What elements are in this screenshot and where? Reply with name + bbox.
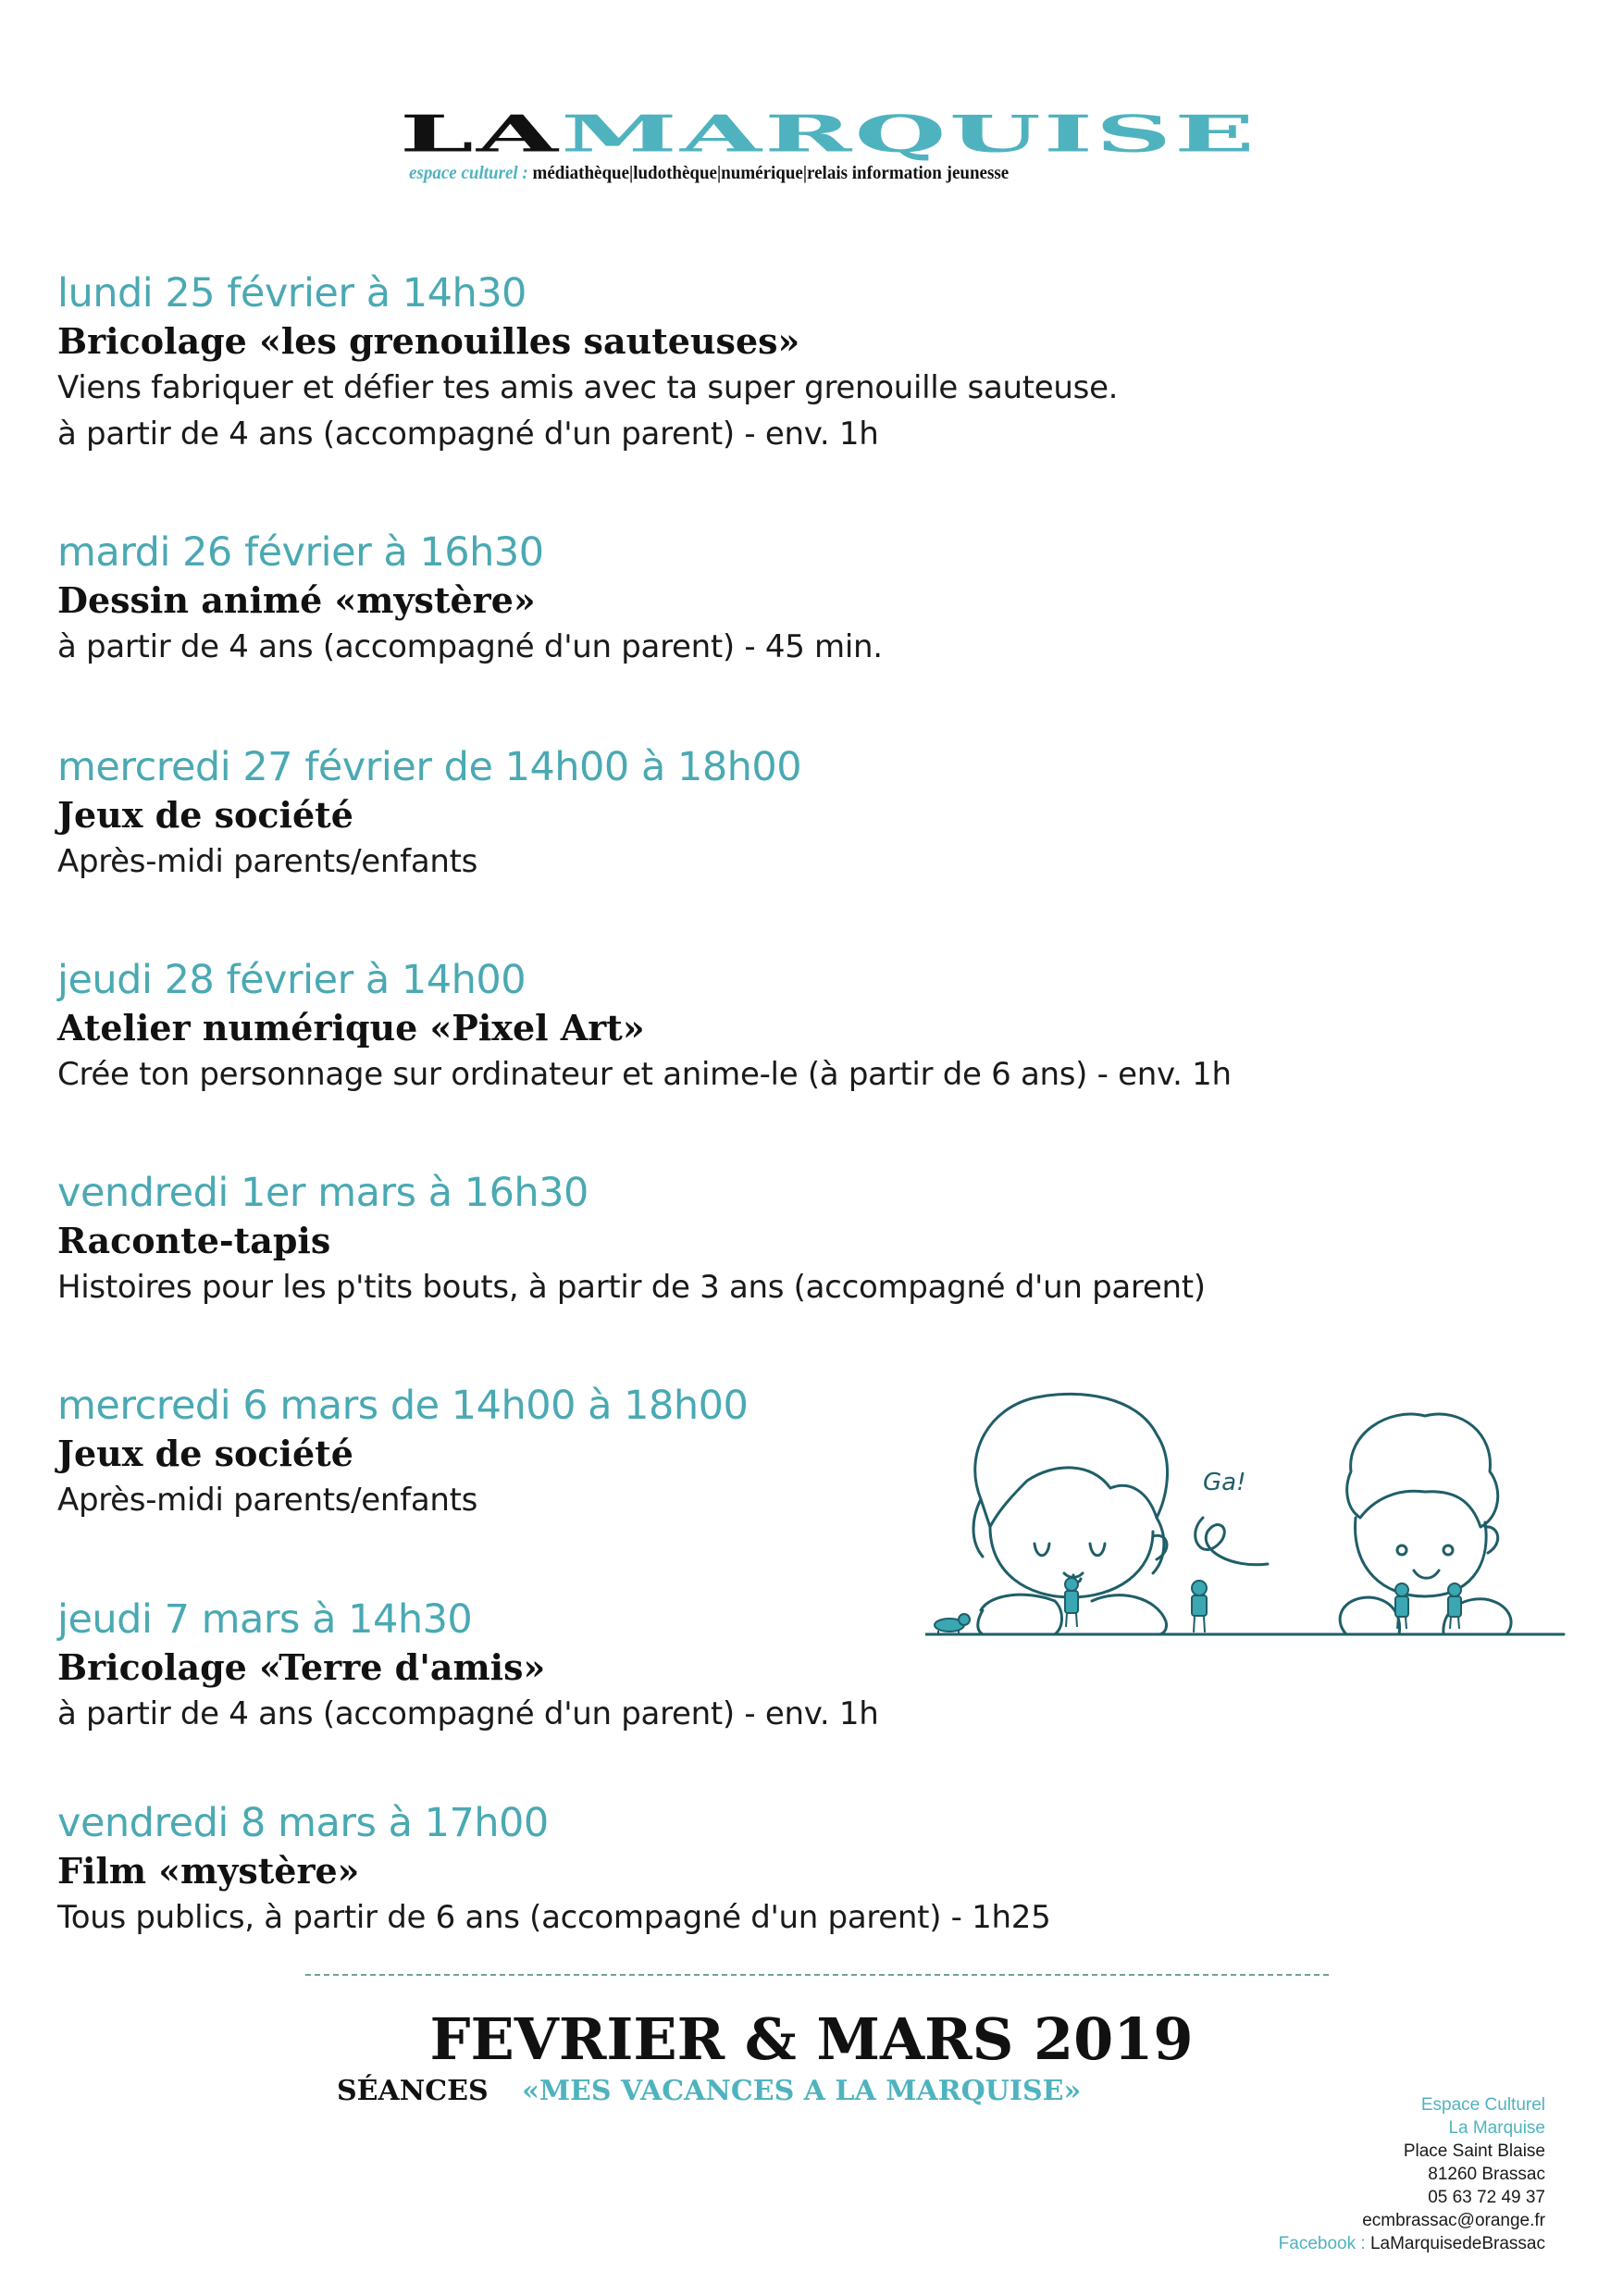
facebook-label: Facebook : xyxy=(1278,2234,1366,2253)
event-date: jeudi 28 février à 14h00 xyxy=(57,957,527,1003)
event-date: lundi 25 février à 14h30 xyxy=(57,270,527,316)
children-illustration xyxy=(925,1379,1573,1647)
facebook-value[interactable]: LaMarquisedeBrassac xyxy=(1369,2234,1545,2253)
address-block xyxy=(1279,2093,1545,2255)
footer-title: FEVRIER & MARS 2019 xyxy=(429,2005,1194,2073)
event-title: Jeux de société xyxy=(57,794,353,836)
speech-text: Ga! xyxy=(1203,1469,1246,1496)
event-title: Atelier numérique «Pixel Art» xyxy=(57,1007,645,1049)
event-details: Après-midi parents/enfants xyxy=(57,1482,478,1519)
event-item xyxy=(57,1381,748,1523)
event-date: mercredi 27 février de 14h00 à 18h00 xyxy=(57,744,802,790)
footer-subtitle-value: «MES VACANCES A LA MARQUISE» xyxy=(522,2075,1082,2107)
event-title: Dessin animé «mystère» xyxy=(57,579,536,621)
address-facebook[interactable] xyxy=(1279,2232,1545,2255)
event-item xyxy=(57,268,1118,457)
footer-subtitle xyxy=(337,2073,1081,2110)
tagline xyxy=(409,163,1009,184)
address-phone: 05 63 72 49 37 xyxy=(1428,2188,1545,2207)
section-divider xyxy=(305,1974,1329,1976)
event-item xyxy=(57,742,801,885)
event-details: Après-midi parents/enfants xyxy=(57,843,478,880)
event-item xyxy=(57,527,883,670)
event-details: à partir de 4 ans (accompagné d'un parent) - env. 1h xyxy=(57,416,879,453)
masthead xyxy=(400,104,1258,185)
brand-prefix: LA xyxy=(400,104,562,164)
tagline-services: médiathèque|ludothèque|numérique|relais information jeunesse xyxy=(532,163,1010,183)
event-date: jeudi 7 mars à 14h30 xyxy=(57,1596,473,1643)
event-title: Film «mystère» xyxy=(57,1850,360,1892)
event-date: vendredi 8 mars à 17h00 xyxy=(57,1800,549,1846)
event-item xyxy=(57,955,1232,1098)
event-details: Histoires pour les p'tits bouts, à partir de 3 ans (accompagné d'un parent) xyxy=(57,1269,1206,1306)
event-details: Tous publics, à partir de 6 ans (accompagné d'un parent) - 1h25 xyxy=(57,1899,1051,1936)
event-description: Viens fabriquer et défier tes amis avec ta super grenouille sauteuse. xyxy=(57,369,1119,406)
address-venue: Espace Culturel xyxy=(1420,2095,1545,2115)
event-details: à partir de 4 ans (accompagné d'un parent) - env. 1h xyxy=(57,1695,879,1732)
brand-name: MARQUISE xyxy=(561,104,1258,164)
event-details: à partir de 4 ans (accompagné d'un parent) - 45 min. xyxy=(57,628,883,665)
event-title: Bricolage «Terre d'amis» xyxy=(57,1646,546,1688)
address-email[interactable]: ecmbrassac@orange.fr xyxy=(1362,2211,1545,2230)
address-city: 81260 Brassac xyxy=(1428,2165,1545,2184)
address-venue-name: La Marquise xyxy=(1448,2118,1545,2138)
event-title: Bricolage «les grenouilles sauteuses» xyxy=(57,320,800,362)
event-title: Jeux de société xyxy=(57,1433,353,1474)
event-item xyxy=(57,1798,1050,1941)
event-date: mercredi 6 mars de 14h00 à 18h00 xyxy=(57,1383,749,1429)
brand-logo xyxy=(400,104,1258,164)
event-details: Crée ton personnage sur ordinateur et anime-le (à partir de 6 ans) - env. 1h xyxy=(57,1056,1232,1093)
event-date: vendredi 1er mars à 16h30 xyxy=(57,1170,588,1216)
event-item xyxy=(57,1168,1206,1310)
event-date: mardi 26 février à 16h30 xyxy=(57,529,544,576)
event-title: Raconte-tapis xyxy=(57,1220,331,1261)
tagline-label: espace culturel : xyxy=(409,163,528,183)
event-item xyxy=(57,1595,879,1737)
address-street: Place Saint Blaise xyxy=(1403,2141,1545,2161)
footer-subtitle-label: SÉANCES xyxy=(337,2075,489,2107)
